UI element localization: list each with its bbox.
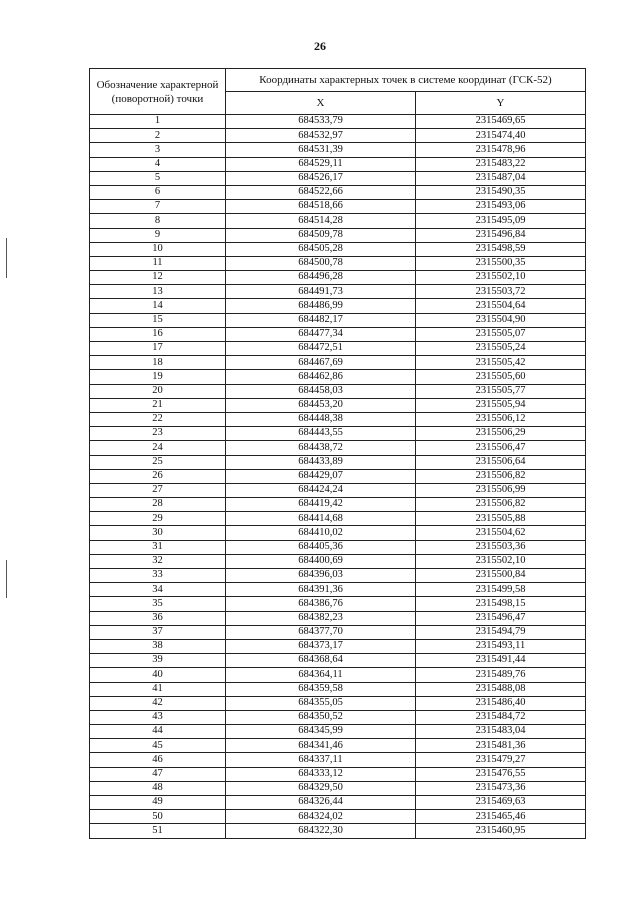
coordinates-table: [89, 68, 586, 839]
cell-y: 2315498,15: [416, 597, 586, 611]
cell-point: 49: [90, 796, 226, 810]
table-row: [90, 115, 586, 129]
page-number: 26: [314, 39, 326, 53]
table-row: [90, 611, 586, 625]
cell-point: 38: [90, 639, 226, 653]
cell-point: 25: [90, 455, 226, 469]
cell-y: 2315489,76: [416, 668, 586, 682]
table-row: [90, 824, 586, 838]
table-row: [90, 810, 586, 824]
cell-y: 2315505,07: [416, 327, 586, 341]
table-row: [90, 342, 586, 356]
header-y: Y: [416, 92, 586, 115]
cell-y: 2315505,42: [416, 356, 586, 370]
cell-x: 684472,51: [226, 342, 416, 356]
cell-y: 2315481,36: [416, 739, 586, 753]
table-row: [90, 200, 586, 214]
cell-point: 11: [90, 256, 226, 270]
cell-x: 684448,38: [226, 412, 416, 426]
cell-y: 2315506,82: [416, 469, 586, 483]
cell-x: 684326,44: [226, 796, 416, 810]
table-row: [90, 512, 586, 526]
cell-x: 684382,23: [226, 611, 416, 625]
table-row: [90, 682, 586, 696]
header-coordinates: Координаты характерных точек в системе координат (ГСК-52): [226, 69, 586, 92]
cell-point: 15: [90, 313, 226, 327]
cell-point: 23: [90, 427, 226, 441]
table-row: [90, 540, 586, 554]
cell-point: 22: [90, 412, 226, 426]
cell-x: 684496,28: [226, 271, 416, 285]
cell-x: 684529,11: [226, 157, 416, 171]
table-row: [90, 583, 586, 597]
cell-y: 2315500,35: [416, 256, 586, 270]
table-row: [90, 696, 586, 710]
cell-x: 684429,07: [226, 469, 416, 483]
cell-x: 684329,50: [226, 781, 416, 795]
cell-point: 46: [90, 753, 226, 767]
table-row: [90, 739, 586, 753]
cell-x: 684443,55: [226, 427, 416, 441]
cell-y: 2315505,94: [416, 398, 586, 412]
cell-y: 2315484,72: [416, 710, 586, 724]
cell-x: 684509,78: [226, 228, 416, 242]
cell-x: 684514,28: [226, 214, 416, 228]
table-row: [90, 129, 586, 143]
cell-y: 2315491,44: [416, 654, 586, 668]
cell-y: 2315505,24: [416, 342, 586, 356]
cell-x: 684433,89: [226, 455, 416, 469]
cell-x: 684477,34: [226, 327, 416, 341]
cell-y: 2315465,46: [416, 810, 586, 824]
cell-x: 684533,79: [226, 115, 416, 129]
table-row: [90, 767, 586, 781]
table-row: [90, 725, 586, 739]
cell-y: 2315483,04: [416, 725, 586, 739]
cell-x: 684355,05: [226, 696, 416, 710]
table-row: [90, 256, 586, 270]
cell-point: 21: [90, 398, 226, 412]
table-row: [90, 412, 586, 426]
cell-x: 684424,24: [226, 483, 416, 497]
cell-point: 36: [90, 611, 226, 625]
cell-point: 32: [90, 554, 226, 568]
table-row: [90, 554, 586, 568]
cell-point: 7: [90, 200, 226, 214]
cell-y: 2315506,99: [416, 483, 586, 497]
table-row: [90, 370, 586, 384]
cell-x: 684486,99: [226, 299, 416, 313]
cell-point: 8: [90, 214, 226, 228]
table-row: [90, 356, 586, 370]
scan-margin-mark: [6, 560, 7, 598]
cell-x: 684438,72: [226, 441, 416, 455]
cell-y: 2315493,11: [416, 639, 586, 653]
cell-x: 684391,36: [226, 583, 416, 597]
table-body: [90, 115, 586, 839]
cell-point: 50: [90, 810, 226, 824]
cell-point: 30: [90, 526, 226, 540]
cell-y: 2315496,84: [416, 228, 586, 242]
cell-x: 684531,39: [226, 143, 416, 157]
cell-point: 3: [90, 143, 226, 157]
cell-x: 684345,99: [226, 725, 416, 739]
cell-y: 2315506,64: [416, 455, 586, 469]
cell-x: 684333,12: [226, 767, 416, 781]
table-row: [90, 384, 586, 398]
cell-y: 2315506,82: [416, 498, 586, 512]
cell-x: 684458,03: [226, 384, 416, 398]
cell-x: 684462,86: [226, 370, 416, 384]
cell-point: 51: [90, 824, 226, 838]
cell-point: 4: [90, 157, 226, 171]
cell-y: 2315505,77: [416, 384, 586, 398]
cell-point: 33: [90, 569, 226, 583]
cell-x: 684526,17: [226, 171, 416, 185]
cell-point: 45: [90, 739, 226, 753]
table-row: [90, 781, 586, 795]
cell-y: 2315505,88: [416, 512, 586, 526]
table-row: [90, 285, 586, 299]
cell-x: 684373,17: [226, 639, 416, 653]
cell-point: 18: [90, 356, 226, 370]
table-row: [90, 313, 586, 327]
cell-x: 684386,76: [226, 597, 416, 611]
cell-point: 31: [90, 540, 226, 554]
cell-point: 27: [90, 483, 226, 497]
header-x: X: [226, 92, 416, 115]
cell-y: 2315460,95: [416, 824, 586, 838]
cell-y: 2315500,84: [416, 569, 586, 583]
cell-y: 2315486,40: [416, 696, 586, 710]
cell-point: 6: [90, 185, 226, 199]
cell-y: 2315506,29: [416, 427, 586, 441]
cell-x: 684467,69: [226, 356, 416, 370]
cell-y: 2315493,06: [416, 200, 586, 214]
cell-y: 2315469,63: [416, 796, 586, 810]
table-row: [90, 469, 586, 483]
cell-x: 684364,11: [226, 668, 416, 682]
cell-point: 1: [90, 115, 226, 129]
cell-x: 684414,68: [226, 512, 416, 526]
cell-point: 20: [90, 384, 226, 398]
cell-y: 2315469,65: [416, 115, 586, 129]
scan-margin-mark: [6, 238, 7, 278]
table-row: [90, 597, 586, 611]
cell-y: 2315499,58: [416, 583, 586, 597]
table-row: [90, 710, 586, 724]
cell-y: 2315502,10: [416, 554, 586, 568]
cell-point: 24: [90, 441, 226, 455]
cell-point: 28: [90, 498, 226, 512]
cell-y: 2315498,59: [416, 242, 586, 256]
cell-x: 684396,03: [226, 569, 416, 583]
table-row: [90, 143, 586, 157]
cell-y: 2315476,55: [416, 767, 586, 781]
table-row: [90, 753, 586, 767]
cell-point: 16: [90, 327, 226, 341]
table-row: [90, 796, 586, 810]
cell-y: 2315488,08: [416, 682, 586, 696]
cell-point: 5: [90, 171, 226, 185]
cell-x: 684419,42: [226, 498, 416, 512]
cell-y: 2315506,47: [416, 441, 586, 455]
cell-x: 684324,02: [226, 810, 416, 824]
cell-x: 684359,58: [226, 682, 416, 696]
cell-point: 42: [90, 696, 226, 710]
cell-x: 684368,64: [226, 654, 416, 668]
cell-point: 29: [90, 512, 226, 526]
table-row: [90, 639, 586, 653]
cell-x: 684482,17: [226, 313, 416, 327]
table-row: [90, 455, 586, 469]
cell-x: 684341,46: [226, 739, 416, 753]
table-row: [90, 526, 586, 540]
table-row: [90, 427, 586, 441]
cell-point: 13: [90, 285, 226, 299]
table-row: [90, 242, 586, 256]
cell-y: 2315479,27: [416, 753, 586, 767]
table-row: [90, 185, 586, 199]
cell-x: 684377,70: [226, 625, 416, 639]
cell-point: 10: [90, 242, 226, 256]
cell-point: 17: [90, 342, 226, 356]
table-row: [90, 441, 586, 455]
cell-point: 41: [90, 682, 226, 696]
cell-x: 684410,02: [226, 526, 416, 540]
cell-y: 2315478,96: [416, 143, 586, 157]
cell-x: 684322,30: [226, 824, 416, 838]
cell-y: 2315503,36: [416, 540, 586, 554]
cell-x: 684532,97: [226, 129, 416, 143]
cell-y: 2315502,10: [416, 271, 586, 285]
cell-y: 2315490,35: [416, 185, 586, 199]
table-row: [90, 569, 586, 583]
table-row: [90, 327, 586, 341]
table-row: [90, 398, 586, 412]
cell-point: 43: [90, 710, 226, 724]
table-row: [90, 157, 586, 171]
cell-point: 12: [90, 271, 226, 285]
table-row: [90, 654, 586, 668]
cell-y: 2315474,40: [416, 129, 586, 143]
cell-y: 2315487,04: [416, 171, 586, 185]
table-row: [90, 228, 586, 242]
table-row: [90, 271, 586, 285]
cell-point: 48: [90, 781, 226, 795]
cell-point: 19: [90, 370, 226, 384]
table-row: [90, 483, 586, 497]
cell-point: 40: [90, 668, 226, 682]
cell-point: 44: [90, 725, 226, 739]
cell-y: 2315483,22: [416, 157, 586, 171]
header-point-designation: Обозначение характерной (поворотной) точки: [90, 69, 226, 115]
cell-x: 684518,66: [226, 200, 416, 214]
cell-y: 2315503,72: [416, 285, 586, 299]
cell-x: 684337,11: [226, 753, 416, 767]
cell-x: 684453,20: [226, 398, 416, 412]
cell-x: 684350,52: [226, 710, 416, 724]
table-row: [90, 498, 586, 512]
cell-x: 684500,78: [226, 256, 416, 270]
cell-point: 14: [90, 299, 226, 313]
cell-y: 2315504,62: [416, 526, 586, 540]
table-row: [90, 214, 586, 228]
cell-point: 34: [90, 583, 226, 597]
table-row: [90, 625, 586, 639]
cell-y: 2315495,09: [416, 214, 586, 228]
cell-point: 37: [90, 625, 226, 639]
cell-y: 2315473,36: [416, 781, 586, 795]
cell-x: 684405,36: [226, 540, 416, 554]
cell-point: 2: [90, 129, 226, 143]
cell-point: 9: [90, 228, 226, 242]
cell-x: 684491,73: [226, 285, 416, 299]
cell-point: 26: [90, 469, 226, 483]
cell-y: 2315506,12: [416, 412, 586, 426]
table-row: [90, 171, 586, 185]
cell-point: 39: [90, 654, 226, 668]
cell-x: 684505,28: [226, 242, 416, 256]
table-row: [90, 668, 586, 682]
table-row: [90, 299, 586, 313]
cell-y: 2315505,60: [416, 370, 586, 384]
cell-y: 2315504,64: [416, 299, 586, 313]
cell-y: 2315504,90: [416, 313, 586, 327]
cell-point: 35: [90, 597, 226, 611]
cell-y: 2315496,47: [416, 611, 586, 625]
cell-y: 2315494,79: [416, 625, 586, 639]
cell-point: 47: [90, 767, 226, 781]
cell-x: 684522,66: [226, 185, 416, 199]
cell-x: 684400,69: [226, 554, 416, 568]
